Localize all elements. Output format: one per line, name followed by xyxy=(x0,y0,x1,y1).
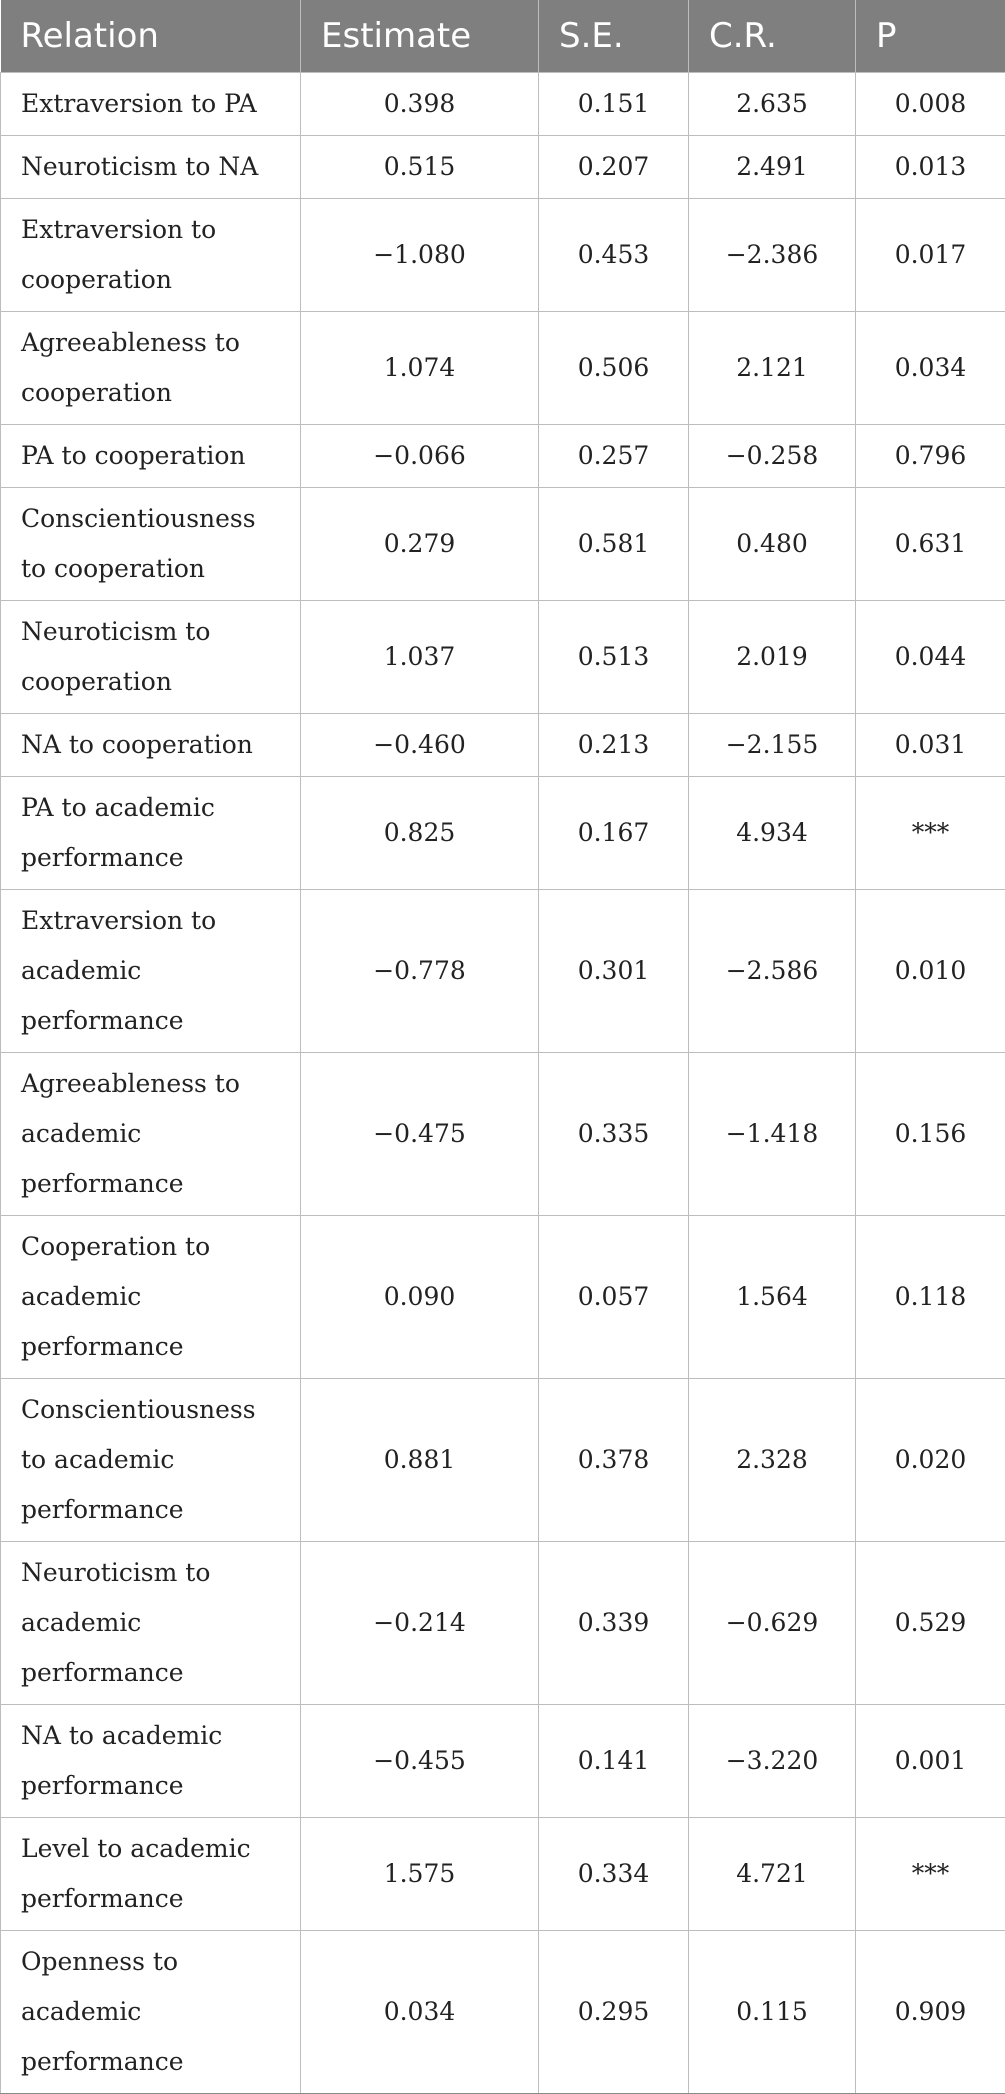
cr-cell: 1.564 xyxy=(689,1216,856,1379)
relation-cell: Extraversion to PA xyxy=(1,73,301,136)
cr-cell: 4.934 xyxy=(689,777,856,890)
p-cell: 0.013 xyxy=(856,136,1005,199)
p-cell: 0.010 xyxy=(856,890,1005,1053)
p-cell: 0.008 xyxy=(856,73,1005,136)
table-row xyxy=(1,199,1005,312)
p-cell: 0.156 xyxy=(856,1053,1005,1216)
p-cell: 0.529 xyxy=(856,1542,1005,1705)
cr-cell: −0.258 xyxy=(689,425,856,488)
table-row xyxy=(1,1818,1005,1931)
header-relation: Relation xyxy=(1,0,301,73)
header-estimate: Estimate xyxy=(301,0,539,73)
table-header xyxy=(1,0,1005,73)
p-cell: 0.001 xyxy=(856,1705,1005,1818)
header-se: S.E. xyxy=(539,0,689,73)
table-row xyxy=(1,1705,1005,1818)
cr-cell: −2.155 xyxy=(689,714,856,777)
se-cell: 0.335 xyxy=(539,1053,689,1216)
estimate-cell: 0.279 xyxy=(301,488,539,601)
p-cell: 0.044 xyxy=(856,601,1005,714)
se-cell: 0.453 xyxy=(539,199,689,312)
relation-cell: Openness to academic performance xyxy=(1,1931,301,2094)
cr-cell: 2.019 xyxy=(689,601,856,714)
relation-cell: NA to academic performance xyxy=(1,1705,301,1818)
table-row xyxy=(1,1931,1005,2094)
table-row xyxy=(1,312,1005,425)
estimate-cell: −0.778 xyxy=(301,890,539,1053)
p-cell: 0.631 xyxy=(856,488,1005,601)
table-row xyxy=(1,1379,1005,1542)
estimate-cell: 0.825 xyxy=(301,777,539,890)
cr-cell: 2.121 xyxy=(689,312,856,425)
table-body xyxy=(1,73,1005,2094)
relation-cell: Extraversion to academic performance xyxy=(1,890,301,1053)
p-cell: 0.020 xyxy=(856,1379,1005,1542)
se-cell: 0.513 xyxy=(539,601,689,714)
relation-cell: Cooperation to academic performance xyxy=(1,1216,301,1379)
se-cell: 0.378 xyxy=(539,1379,689,1542)
relation-cell: Neuroticism to academic performance xyxy=(1,1542,301,1705)
estimate-cell: 0.881 xyxy=(301,1379,539,1542)
p-cell: 0.909 xyxy=(856,1931,1005,2094)
estimate-cell: 1.074 xyxy=(301,312,539,425)
se-cell: 0.213 xyxy=(539,714,689,777)
cr-cell: −3.220 xyxy=(689,1705,856,1818)
cr-cell: 0.480 xyxy=(689,488,856,601)
estimate-cell: −0.214 xyxy=(301,1542,539,1705)
relation-cell: Neuroticism to cooperation xyxy=(1,601,301,714)
table-row xyxy=(1,714,1005,777)
se-cell: 0.334 xyxy=(539,1818,689,1931)
se-cell: 0.339 xyxy=(539,1542,689,1705)
cr-cell: 0.115 xyxy=(689,1931,856,2094)
se-cell: 0.581 xyxy=(539,488,689,601)
estimate-cell: 0.090 xyxy=(301,1216,539,1379)
estimate-cell: −0.460 xyxy=(301,714,539,777)
se-cell: 0.506 xyxy=(539,312,689,425)
header-p: P xyxy=(856,0,1005,73)
relation-cell: PA to academic performance xyxy=(1,777,301,890)
se-cell: 0.295 xyxy=(539,1931,689,2094)
table-row xyxy=(1,136,1005,199)
cr-cell: 2.491 xyxy=(689,136,856,199)
table-row xyxy=(1,890,1005,1053)
table-row xyxy=(1,1216,1005,1379)
p-cell: 0.118 xyxy=(856,1216,1005,1379)
relation-cell: Conscientiousness to academic performance xyxy=(1,1379,301,1542)
estimate-cell: −1.080 xyxy=(301,199,539,312)
relation-cell: Neuroticism to NA xyxy=(1,136,301,199)
table-row xyxy=(1,488,1005,601)
table-row xyxy=(1,425,1005,488)
cr-cell: 4.721 xyxy=(689,1818,856,1931)
table-row xyxy=(1,1053,1005,1216)
p-cell: *** xyxy=(856,777,1005,890)
cr-cell: −0.629 xyxy=(689,1542,856,1705)
cr-cell: −2.386 xyxy=(689,199,856,312)
table-row xyxy=(1,73,1005,136)
estimate-cell: 0.398 xyxy=(301,73,539,136)
p-cell: 0.031 xyxy=(856,714,1005,777)
header-cr: C.R. xyxy=(689,0,856,73)
p-cell: *** xyxy=(856,1818,1005,1931)
cr-cell: −2.586 xyxy=(689,890,856,1053)
p-cell: 0.796 xyxy=(856,425,1005,488)
p-cell: 0.034 xyxy=(856,312,1005,425)
se-cell: 0.141 xyxy=(539,1705,689,1818)
se-cell: 0.257 xyxy=(539,425,689,488)
cr-cell: 2.635 xyxy=(689,73,856,136)
relation-cell: Conscientiousness to cooperation xyxy=(1,488,301,601)
table-row xyxy=(1,777,1005,890)
header-row xyxy=(1,0,1005,73)
se-cell: 0.167 xyxy=(539,777,689,890)
estimate-cell: −0.475 xyxy=(301,1053,539,1216)
relation-cell: Agreeableness to cooperation xyxy=(1,312,301,425)
se-cell: 0.151 xyxy=(539,73,689,136)
estimate-cell: 1.037 xyxy=(301,601,539,714)
relation-cell: Agreeableness to academic performance xyxy=(1,1053,301,1216)
p-cell: 0.017 xyxy=(856,199,1005,312)
cr-cell: 2.328 xyxy=(689,1379,856,1542)
estimate-cell: 1.575 xyxy=(301,1818,539,1931)
estimate-cell: 0.034 xyxy=(301,1931,539,2094)
relation-cell: Extraversion to cooperation xyxy=(1,199,301,312)
relation-cell: Level to academic performance xyxy=(1,1818,301,1931)
relation-cell: NA to cooperation xyxy=(1,714,301,777)
estimate-cell: −0.066 xyxy=(301,425,539,488)
se-cell: 0.301 xyxy=(539,890,689,1053)
estimate-cell: 0.515 xyxy=(301,136,539,199)
se-cell: 0.057 xyxy=(539,1216,689,1379)
table-row xyxy=(1,1542,1005,1705)
cr-cell: −1.418 xyxy=(689,1053,856,1216)
se-cell: 0.207 xyxy=(539,136,689,199)
relation-cell: PA to cooperation xyxy=(1,425,301,488)
table-row xyxy=(1,601,1005,714)
estimate-cell: −0.455 xyxy=(301,1705,539,1818)
